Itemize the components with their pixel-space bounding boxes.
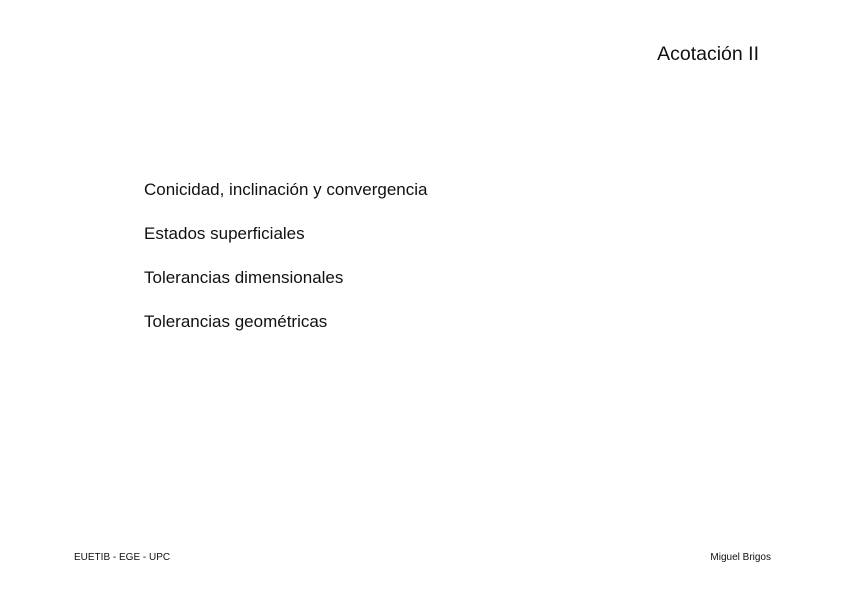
topic-item-tolerancias-dimensionales: Tolerancias dimensionales <box>144 268 344 287</box>
footer-institution: EUETIB - EGE - UPC <box>74 552 171 563</box>
topic-item-conicidad: Conicidad, inclinación y convergencia <box>144 180 428 199</box>
topic-list <box>144 178 428 354</box>
topic-item-estados-superficiales: Estados superficiales <box>144 224 305 243</box>
footer-author: Miguel Brigos <box>710 552 771 563</box>
slide-title: Acotación II <box>657 43 759 65</box>
topic-item-tolerancias-geometricas: Tolerancias geométricas <box>144 312 328 331</box>
